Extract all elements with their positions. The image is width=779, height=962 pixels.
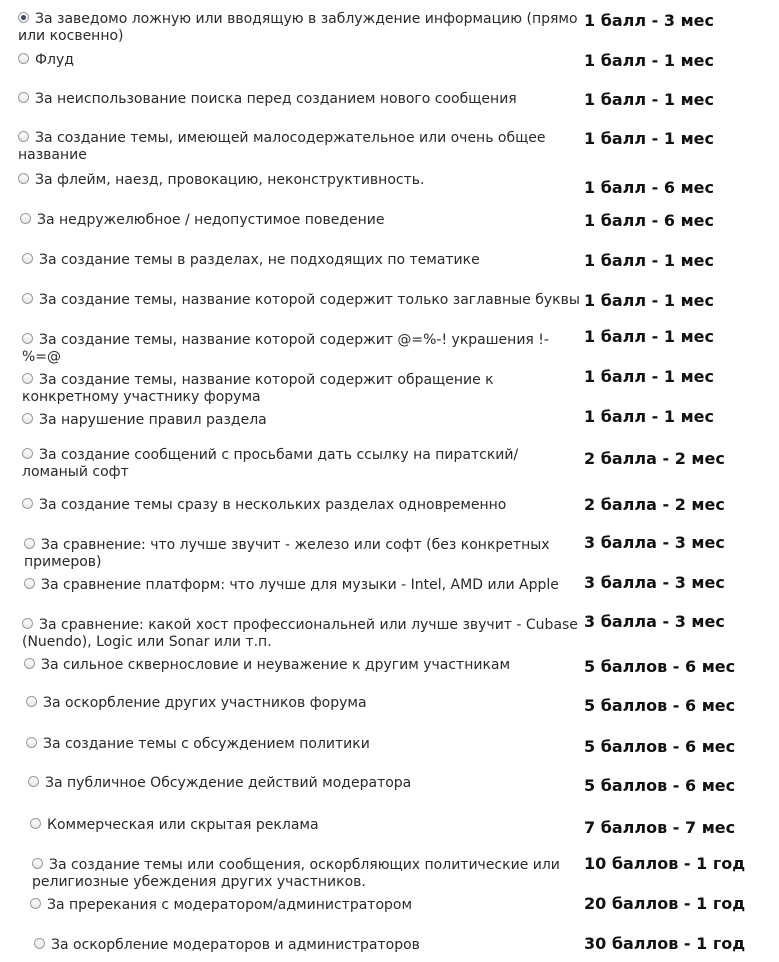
infraction-reason-label: За публичное Обсуждение действий модератора: [45, 775, 412, 791]
radio-button[interactable]: [30, 898, 41, 909]
radio-button[interactable]: [34, 938, 45, 949]
infraction-reason-label: За создание темы с обсуждением политики: [43, 736, 370, 752]
radio-button[interactable]: [30, 818, 41, 829]
infraction-points-duration: 1 балл - 1 мес: [584, 129, 715, 148]
radio-button[interactable]: [18, 53, 29, 64]
infraction-reason-label: Коммерческая или скрытая реклама: [47, 817, 319, 833]
infraction-points-duration: 1 балл - 1 мес: [584, 291, 715, 310]
infraction-option[interactable]: [0, 130, 582, 164]
radio-button[interactable]: [22, 373, 33, 384]
radio-button[interactable]: [26, 696, 37, 707]
infraction-reason-label: За сравнение: какой хост профессиональней или лучше звучит - Cubase (Nuendo), Logic или Sonar или т.п.: [22, 617, 578, 650]
infraction-option[interactable]: [0, 537, 582, 571]
radio-button[interactable]: [18, 92, 29, 103]
infraction-option[interactable]: [0, 292, 582, 309]
infraction-points-duration: 1 балл - 6 мес: [584, 178, 715, 197]
infraction-option[interactable]: [0, 412, 582, 429]
infraction-reason-label: За создание темы, название которой содержит обращение к конкретному участнику форума: [22, 372, 494, 405]
infraction-reason-label: За заведомо ложную или вводящую в заблуждение информацию (прямо или косвенно): [18, 11, 578, 44]
infraction-points-duration: 5 баллов - 6 мес: [584, 776, 736, 795]
radio-button[interactable]: [26, 737, 37, 748]
infraction-option[interactable]: [0, 52, 582, 69]
infraction-points-duration: 2 балла - 2 мес: [584, 449, 725, 468]
radio-button[interactable]: [24, 658, 35, 669]
infraction-points-duration: 3 балла - 3 мес: [584, 533, 725, 552]
infraction-option[interactable]: [0, 172, 582, 189]
radio-button[interactable]: [22, 448, 33, 459]
infraction-option[interactable]: [0, 775, 582, 792]
infraction-option[interactable]: [0, 577, 582, 594]
radio-button[interactable]: [22, 253, 33, 264]
infraction-option[interactable]: [0, 736, 582, 753]
infraction-points-duration: 1 балл - 3 мес: [584, 11, 715, 30]
radio-button[interactable]: [18, 173, 29, 184]
infraction-option[interactable]: [0, 695, 582, 712]
infraction-reason-label: За создание темы в разделах, не подходящих по тематике: [39, 252, 480, 268]
infraction-points-duration: 1 балл - 1 мес: [584, 51, 715, 70]
infraction-reason-label: За создание темы, название которой содержит @=%-! украшения !-%=@: [22, 332, 549, 365]
infraction-reason-label: За флейм, наезд, провокацию, неконструктивность.: [35, 172, 425, 188]
infraction-option[interactable]: [0, 857, 582, 891]
infraction-reason-label: За сильное сквернословие и неуважение к другим участникам: [41, 657, 511, 673]
infraction-points-duration: 5 баллов - 6 мес: [584, 696, 736, 715]
infraction-reason-label: За нарушение правил раздела: [39, 412, 267, 428]
infraction-points-duration: 10 баллов - 1 год: [584, 854, 746, 873]
infraction-points-duration: 5 баллов - 6 мес: [584, 737, 736, 756]
radio-button[interactable]: [22, 618, 33, 629]
radio-button[interactable]: [22, 498, 33, 509]
infraction-option[interactable]: [0, 497, 582, 514]
infraction-reason-label: За сравнение платформ: что лучше для музыки - Intel, AMD или Apple: [41, 577, 559, 593]
radio-button[interactable]: [24, 538, 35, 549]
infraction-points-duration: 1 балл - 1 мес: [584, 367, 715, 386]
infraction-option[interactable]: [0, 447, 582, 481]
infraction-reason-label: За неиспользование поиска перед созданием нового сообщения: [35, 91, 517, 107]
infraction-option[interactable]: [0, 937, 582, 954]
infraction-reason-label: За создание темы или сообщения, оскорбляющих политические или религиозные убеждения других участников.: [32, 857, 560, 890]
infraction-reason-label: За создание сообщений с просьбами дать ссылку на пиратский/ломаный софт: [22, 447, 519, 480]
infraction-reason-label: Флуд: [35, 52, 74, 68]
infraction-points-duration: 20 баллов - 1 год: [584, 894, 746, 913]
infraction-option[interactable]: [0, 617, 582, 651]
infraction-points-duration: 2 балла - 2 мес: [584, 495, 725, 514]
infraction-reason-label: За оскорбление других участников форума: [43, 695, 367, 711]
infraction-reason-label: За создание темы, имеющей малосодержательное или очень общее название: [18, 130, 546, 163]
infraction-option[interactable]: [0, 252, 582, 269]
infraction-option[interactable]: [0, 817, 582, 834]
infraction-points-duration: 7 баллов - 7 мес: [584, 818, 736, 837]
radio-button[interactable]: [32, 858, 43, 869]
infraction-reason-label: За недружелюбное / недопустимое поведение: [37, 212, 385, 228]
infraction-option[interactable]: [0, 372, 582, 406]
infraction-points-duration: 5 баллов - 6 мес: [584, 657, 736, 676]
infraction-points-duration: 30 баллов - 1 год: [584, 934, 746, 953]
radio-button[interactable]: [22, 333, 33, 344]
infraction-reason-label: За создание темы, название которой содержит только заглавные буквы: [39, 292, 580, 308]
infraction-points-duration: 1 балл - 1 мес: [584, 90, 715, 109]
infraction-reason-label: За сравнение: что лучше звучит - железо или софт (без конкретных примеров): [24, 537, 550, 570]
infraction-option[interactable]: [0, 332, 582, 366]
infraction-points-duration: 3 балла - 3 мес: [584, 573, 725, 592]
radio-button[interactable]: [20, 213, 31, 224]
infraction-option[interactable]: [0, 657, 582, 674]
radio-button[interactable]: [28, 776, 39, 787]
infraction-points-duration: 1 балл - 1 мес: [584, 407, 715, 426]
radio-button[interactable]: [22, 413, 33, 424]
infraction-reason-label: За оскорбление модераторов и администраторов: [51, 937, 420, 953]
infraction-option[interactable]: [0, 91, 582, 108]
infraction-points-duration: 1 балл - 1 мес: [584, 327, 715, 346]
infraction-option[interactable]: [0, 212, 582, 229]
radio-button[interactable]: [24, 578, 35, 589]
infraction-points-duration: 3 балла - 3 мес: [584, 612, 725, 631]
infraction-option[interactable]: [0, 897, 582, 914]
radio-button[interactable]: [18, 131, 29, 142]
infraction-reason-label: За пререкания с модератором/администратором: [47, 897, 413, 913]
radio-button[interactable]: [18, 12, 29, 23]
infraction-points-duration: 1 балл - 1 мес: [584, 251, 715, 270]
infraction-points-duration: 1 балл - 6 мес: [584, 211, 715, 230]
infraction-option[interactable]: [0, 11, 582, 45]
infraction-reason-label: За создание темы сразу в нескольких разделах одновременно: [39, 497, 507, 513]
radio-button[interactable]: [22, 293, 33, 304]
